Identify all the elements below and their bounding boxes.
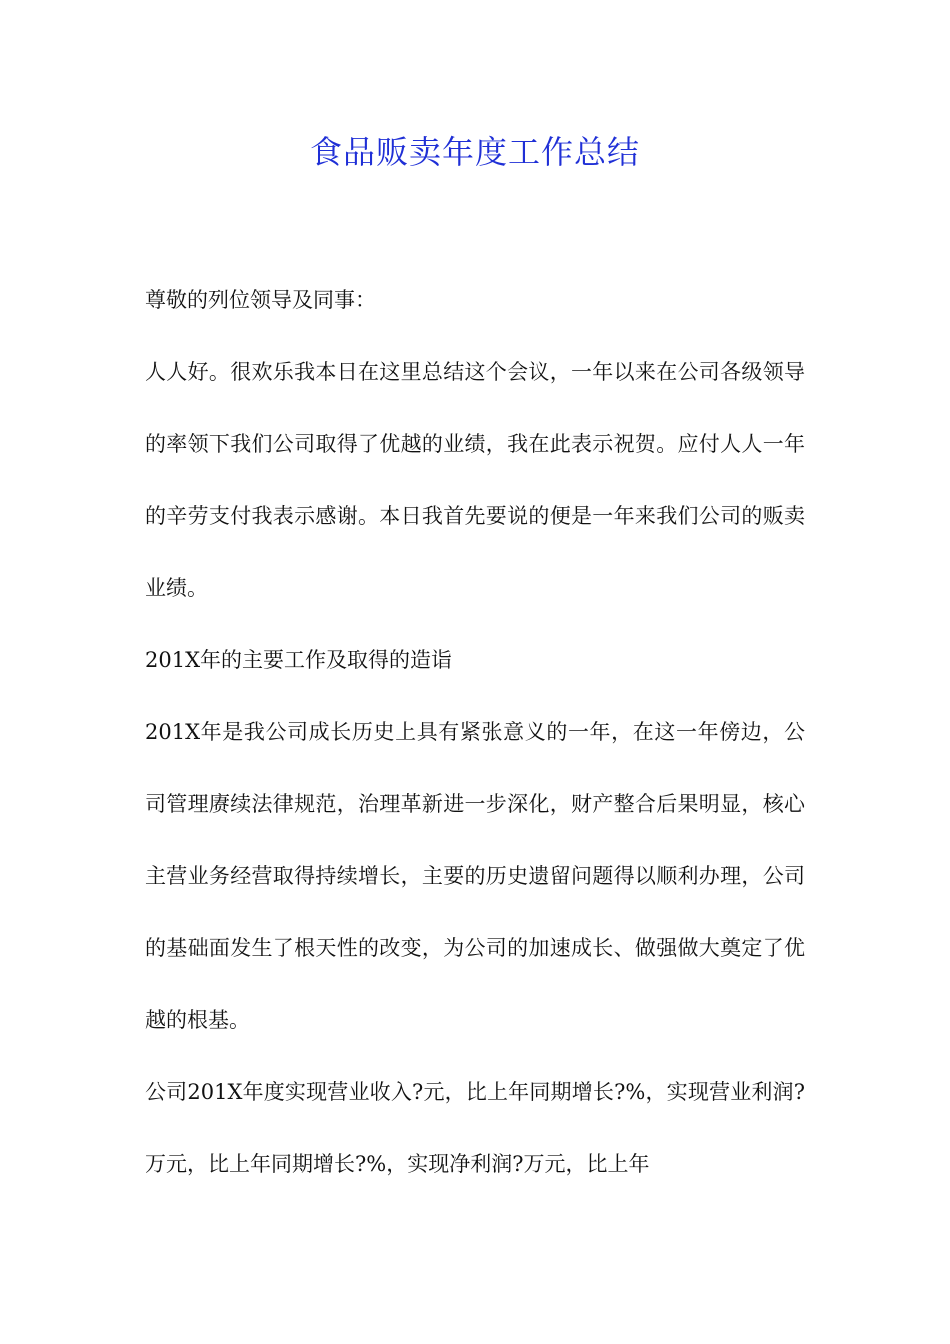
document-title: 食品贩卖年度工作总结: [309, 133, 640, 171]
overview-paragraph: 201X年是我公司成长历史上具有紧张意义的一年，在这一年傍边，公司管理赓续法律规范，治理革新进一步深化，财产整合后果明显，核心主营业务经营取得持续增长，主要的历史遗留问题得以顺利办理，公司的基础面发生了根天性的改变，为公司的加速成长、做强做大奠定了优越的根基。: [145, 720, 805, 1032]
document-body: [145, 264, 805, 1200]
section-heading: 201X年的主要工作及取得的造诣: [145, 648, 453, 672]
greeting-paragraph: 人人好。很欢乐我本日在这里总结这个会议，一年以来在公司各级领导的率领下我们公司取得了优越的业绩，我在此表示祝贺。应付人人一年的辛劳支付我表示感谢。本日我首先要说的便是一年来我们公司的贩卖业绩。: [145, 360, 805, 600]
financial-paragraph: 公司201X年度实现营业收入?元，比上年同期增长?%，实现营业利润?万元，比上年同期增长?%，实现净利润?万元，比上年: [145, 1080, 805, 1176]
salutation-paragraph: 尊敬的列位领导及同事：: [145, 288, 376, 312]
